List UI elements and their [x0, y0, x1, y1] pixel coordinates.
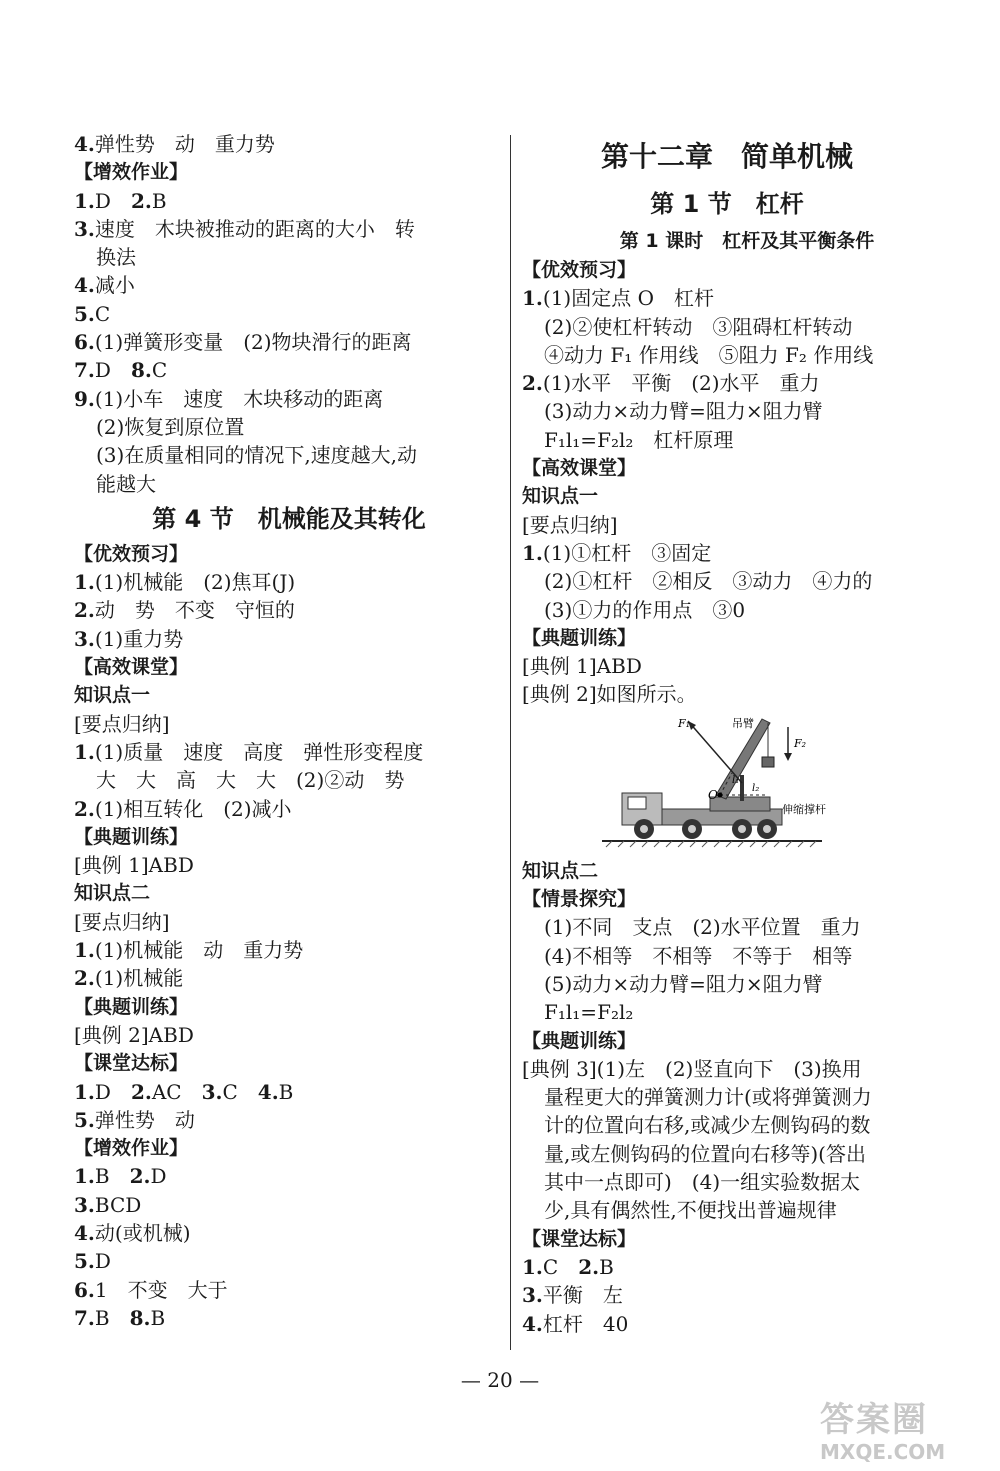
answer-text: (1)①杠杆 ③固定: [542, 540, 712, 565]
knowledge-point-heading: 知识点二: [74, 882, 151, 905]
continuation-line: 其中一点即可) (4)一组实验数据太: [544, 1170, 861, 1195]
text-line: [典例 2]ABD: [74, 1022, 194, 1047]
answer-text: D: [94, 1249, 111, 1274]
answer-number: 3.: [74, 1192, 95, 1217]
chapter-heading: 第十二章 简单机械: [600, 140, 853, 173]
answer-text: D: [94, 358, 131, 383]
answer-text: 动(或机械): [94, 1220, 191, 1245]
crane-lever-diagram: [592, 713, 852, 853]
answer-text: C: [542, 1254, 579, 1279]
answer-number: 4.: [74, 1220, 95, 1245]
continuation-line: (2)②使杠杆转动 ③阻碍杠杆转动: [544, 314, 853, 339]
answer-number: 6.: [74, 330, 95, 355]
answer-number: 1.: [522, 286, 543, 311]
text-line: [典例 1]ABD: [74, 853, 194, 878]
right-bottom-block: [522, 857, 932, 1338]
answer-line: [74, 271, 504, 299]
answer-text: D: [150, 1164, 167, 1189]
answer-line: [74, 385, 504, 413]
watermark-url: MXQE.COM: [820, 1440, 946, 1464]
answer-line: [522, 1253, 932, 1281]
answer-number: 3.: [74, 626, 95, 651]
text-line: [典例 1]ABD: [522, 654, 642, 679]
answer-number: 2.: [74, 796, 95, 821]
answer-line: [74, 1162, 504, 1190]
section-tag: 【高效课堂】: [522, 457, 637, 480]
answer-text: C: [222, 1079, 258, 1104]
page-number: — 20 —: [460, 1368, 540, 1392]
answer-line: [74, 1247, 504, 1275]
continuation-line: (3)①力的作用点 ③0: [544, 597, 746, 622]
answer-text: (1)水平 平衡 (2)水平 重力: [542, 371, 820, 396]
answer-number: 3.: [201, 1079, 223, 1104]
answer-line: [74, 568, 504, 596]
answer-line: [74, 936, 504, 964]
answer-text: (1)固定点 O 杠杆: [542, 286, 714, 311]
section-tag: 【情景探究】: [522, 888, 637, 911]
section-heading: 第 4 节 机械能及其转化: [152, 504, 426, 533]
continuation-line: (5)动力×动力臂=阻力×阻力臂: [544, 971, 823, 996]
answer-line: [74, 1219, 504, 1247]
answer-text: B: [94, 1305, 130, 1330]
answer-line: [74, 1106, 504, 1134]
continuation-line: (1)不同 支点 (2)水平位置 重力: [544, 915, 861, 940]
answer-line: [74, 738, 504, 766]
answer-line: [522, 369, 932, 397]
continuation-line: 量,或左侧钩码的位置向右移等)(答出: [544, 1141, 866, 1166]
crane-figure: [522, 713, 932, 853]
continuation-line: 计的位置向右移,或减少左侧钩码的数: [544, 1113, 871, 1138]
answer-number: 1.: [522, 1254, 543, 1279]
continuation-line: F₁l₁=F₂l₂ 杠杆原理: [544, 427, 734, 452]
answer-line: [74, 1276, 504, 1304]
column-divider: [510, 135, 511, 1350]
text-line: [要点归纳]: [74, 711, 170, 736]
answer-text: C: [94, 301, 111, 326]
answer-line: [74, 187, 504, 215]
label-l2: l₂: [752, 782, 760, 794]
continuation-line: 换法: [96, 245, 136, 270]
label-l1: l₁: [732, 774, 740, 786]
text-line: [要点归纳]: [74, 909, 170, 934]
answer-line: [74, 795, 504, 823]
continuation-line: (3)在质量相同的情况下,速度越大,动: [96, 443, 418, 468]
answer-text: (1)机械能 动 重力势: [94, 938, 304, 963]
answer-text: 动 势 不变 守恒的: [94, 598, 295, 623]
answer-line: [74, 1191, 504, 1219]
continuation-line: 量程更大的弹簧测力计(或将弹簧测力: [544, 1085, 872, 1110]
answer-text: 弹性势 动: [94, 1107, 195, 1132]
answer-number: 2.: [74, 966, 95, 991]
label-arm: 吊臂: [732, 716, 754, 730]
answer-number: 1.: [74, 1079, 95, 1104]
label-f2: F₂: [794, 736, 807, 750]
label-o: O: [708, 787, 718, 802]
answer-number: 8.: [130, 358, 152, 383]
answer-number: 2.: [130, 1079, 152, 1104]
answer-line: [74, 328, 504, 356]
section-tag: 【课堂达标】: [74, 1052, 189, 1075]
answer-text: (1)机械能 (2)焦耳(J): [94, 570, 296, 595]
continuation-line: F₁l₁=F₂l₂: [544, 1000, 634, 1025]
answer-text: 弹性势 动 重力势: [94, 132, 275, 156]
answer-text: (1)质量 速度 高度 弹性形变程度: [94, 739, 424, 764]
answer-number: 2.: [578, 1254, 600, 1279]
answer-line: [74, 130, 504, 158]
answer-number: 4.: [74, 132, 95, 156]
answer-text: 速度 木块被推动的距离的大小 转: [94, 216, 415, 241]
answer-number: 2.: [74, 598, 95, 623]
answer-number: 9.: [74, 386, 95, 411]
section-tag: 【典题训练】: [522, 1029, 637, 1052]
section-tag: 【高效课堂】: [74, 656, 189, 679]
answer-text: AC: [151, 1079, 202, 1104]
knowledge-point-heading: 知识点一: [74, 684, 151, 707]
section-tag: 【优效预习】: [522, 259, 637, 281]
continuation-line: (4)不相等 不相等 不等于 相等: [544, 943, 853, 968]
answer-text: B: [150, 1305, 166, 1330]
answer-number: 1.: [74, 188, 95, 213]
lesson-heading: 第 1 课时 杠杆及其平衡条件: [619, 230, 875, 252]
answer-number: 5.: [74, 301, 95, 326]
label-f1: F₁: [678, 716, 691, 730]
answer-number: 1.: [74, 938, 95, 963]
answer-text: D: [94, 188, 131, 213]
watermark-logo-text: 答案圈: [820, 1400, 928, 1440]
section-heading: 第 1 节 杠杆: [650, 190, 804, 218]
label-strut: 伸缩撑杆: [782, 802, 826, 816]
answer-text: C: [151, 358, 168, 383]
answer-text: BCD: [94, 1192, 142, 1217]
answer-text: 减小: [94, 273, 135, 298]
answer-number: 7.: [74, 1305, 95, 1330]
continuation-line: (2)①杠杆 ②相反 ③动力 ④力的: [544, 569, 873, 594]
section-tag: 【典题训练】: [74, 995, 189, 1018]
answer-number: 8.: [129, 1305, 151, 1330]
answer-number: 1.: [74, 1164, 95, 1189]
section-tag: 【典题训练】: [74, 825, 189, 848]
answer-number: 4.: [257, 1079, 279, 1104]
section-tag: 【优效预习】: [74, 542, 189, 565]
answer-line: [74, 1304, 504, 1332]
watermark: [820, 1400, 990, 1466]
answer-line: [522, 1310, 932, 1338]
section-tag: 【典题训练】: [522, 626, 637, 649]
answer-text: (1)相互转化 (2)减小: [94, 796, 292, 821]
answer-number: 1.: [74, 739, 95, 764]
answer-number: 2.: [130, 188, 152, 213]
answer-text: B: [94, 1164, 130, 1189]
text-line: [要点归纳]: [522, 512, 618, 537]
answer-text: B: [278, 1079, 294, 1104]
answer-text: B: [599, 1254, 614, 1279]
answer-line: [74, 215, 504, 243]
answer-line: [74, 625, 504, 653]
answer-number: 4.: [74, 273, 95, 298]
answer-number: 5.: [74, 1107, 95, 1132]
answer-text: (1)小车 速度 木块移动的距离: [94, 386, 384, 411]
text-line: [典例 3](1)左 (2)竖直向下 (3)换用: [522, 1056, 862, 1081]
continuation-line: 少,具有偶然性,不便找出普遍规律: [544, 1198, 837, 1223]
continuation-line: 大 大 高 大 大 (2)②动 势: [96, 768, 405, 793]
answer-number: 6.: [74, 1277, 95, 1302]
section-tag: 【课堂达标】: [522, 1227, 637, 1250]
answer-text: 1 不变 大于: [94, 1277, 228, 1302]
answer-line: [74, 356, 504, 384]
continuation-line: 能越大: [96, 471, 156, 496]
answer-line: [522, 539, 932, 567]
answer-line: [74, 1078, 504, 1106]
answer-text: (1)机械能: [94, 966, 184, 991]
answer-line: [74, 596, 504, 624]
right-column: [522, 130, 932, 1338]
answer-number: 3.: [74, 216, 95, 241]
answer-number: 7.: [74, 358, 95, 383]
knowledge-point-heading: 知识点二: [522, 859, 599, 882]
answer-line: [522, 1281, 932, 1309]
answer-line: [522, 284, 932, 312]
text-line: [典例 2]如图所示。: [522, 682, 697, 707]
continuation-line: (3)动力×动力臂=阻力×阻力臂: [544, 399, 823, 424]
answer-text: (1)重力势: [94, 626, 184, 651]
section-tag: 【增效作业】: [74, 161, 189, 184]
answer-number: 5.: [74, 1249, 95, 1274]
answer-text: 杠杆 40: [542, 1311, 629, 1336]
answer-number: 1.: [74, 570, 95, 595]
knowledge-point-heading: 知识点一: [522, 485, 599, 508]
right-top-block: [522, 132, 932, 709]
answer-line: [74, 964, 504, 992]
answer-number: 3.: [522, 1283, 543, 1308]
answer-text: B: [151, 188, 167, 213]
answer-number: 2.: [522, 371, 543, 396]
answer-number: 1.: [522, 540, 543, 565]
answer-line: [74, 300, 504, 328]
answer-text: 平衡 左: [542, 1283, 623, 1308]
answer-number: 2.: [129, 1164, 151, 1189]
answer-text: D: [94, 1079, 131, 1104]
continuation-line: (2)恢复到原位置: [96, 414, 245, 439]
section-tag: 【增效作业】: [74, 1137, 189, 1160]
answer-text: (1)弹簧形变量 (2)物块滑行的距离: [94, 330, 412, 355]
answer-number: 4.: [522, 1311, 543, 1336]
continuation-line: ④动力 F₁ 作用线 ⑤阻力 F₂ 作用线: [544, 342, 874, 367]
left-column: [74, 130, 504, 1332]
